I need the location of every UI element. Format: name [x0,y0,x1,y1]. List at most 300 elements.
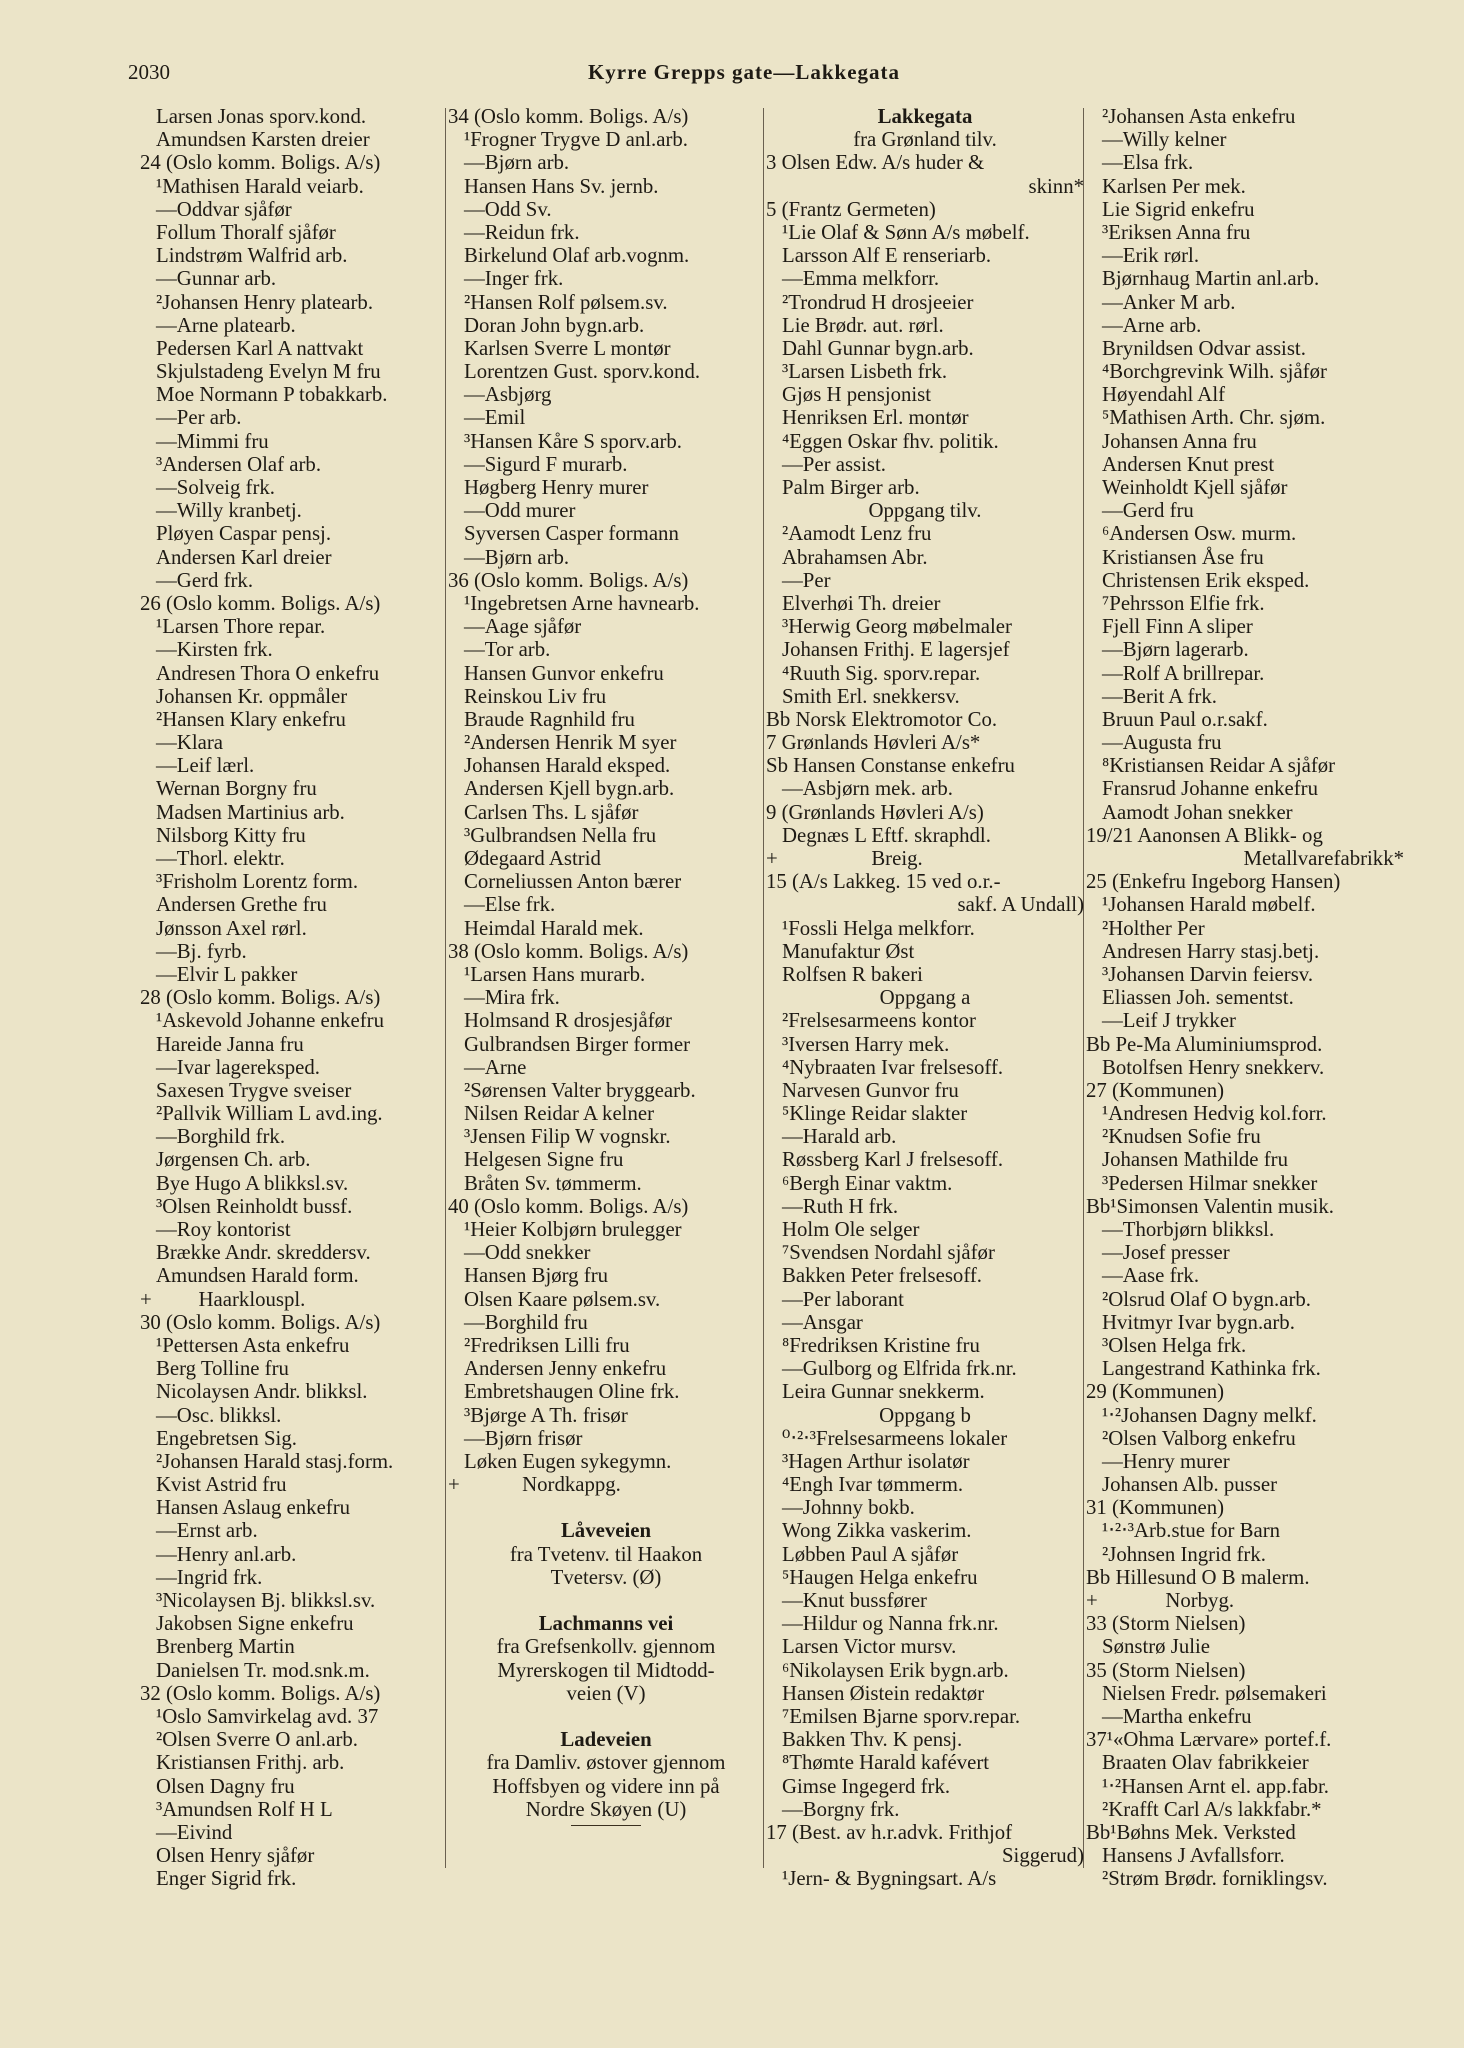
resident-entry: —Mira frk. [464,986,560,1010]
building-number-line: 9 (Grønlands Høvleri A/s) [766,800,984,824]
resident-entry: —Gunnar arb. [156,267,277,291]
resident-entry: ¹Lie Olaf & Sønn A/s møbelf. [782,220,1030,244]
resident-entry: ²Sørensen Valter bryggearb. [464,1078,696,1102]
building-number-line: 30 (Oslo komm. Boligs. A/s) [140,1310,381,1334]
resident-entry: Syversen Casper formann [464,522,679,546]
resident-entry: —Emil [464,406,526,430]
street-heading: Låveveien [560,1519,652,1543]
resident-entry: —Osc. blikksl. [156,1403,282,1427]
resident-entry: Braude Ragnhild fru [464,707,635,731]
resident-entry: Andersen Knut prest [1102,452,1275,476]
resident-entry: ²Trondrud H drosjeeier [782,290,974,314]
resident-entry: Henriksen Erl. montør [782,406,969,430]
resident-entry: —Arne [464,1055,527,1079]
resident-entry: ²Holther Per [1102,916,1205,940]
resident-entry: —Erik rørl. [1102,244,1200,268]
resident-entry: Fransrud Johanne enkefru [1102,777,1318,801]
resident-entry: ²Johansen Asta enkefru [1102,105,1296,128]
section-end-rule [571,1825,641,1826]
resident-entry: Birkelund Olaf arb.vognm. [464,244,690,268]
building-number-line: 32 (Oslo komm. Boligs. A/s) [140,1681,381,1705]
resident-entry: Karlsen Sverre L montør [464,336,671,360]
resident-entry: ³Olsen Helga frk. [1102,1333,1247,1357]
resident-entry: —Per arb. [156,406,242,430]
section-spacer [448,1589,764,1612]
building-number-line: 15 (A/s Lakkeg. 15 ved o.r.- [766,870,1001,894]
building-number-line: Bb Pe-Ma Aluminiumsprod. [1086,1032,1323,1056]
resident-entry: ⁶Nikolaysen Erik bygn.arb. [782,1658,1009,1682]
resident-entry: —Bjørn lagerarb. [1102,638,1249,662]
building-number-line: Bb¹Bøhns Mek. Verksted [1086,1820,1296,1844]
resident-entry: Sønstrø Julie [1102,1635,1211,1659]
resident-entry: Skjulstadeng Evelyn M fru [156,360,381,384]
building-number-line: Bb Norsk Elektromotor Co. [766,707,998,731]
resident-entry: ⁸Kristiansen Reidar A sjåfør [1102,754,1336,778]
resident-entry: ²Andersen Henrik M syer [464,731,677,755]
resident-entry: Degnæs L Eftf. skraphdl. [782,823,991,847]
resident-entry: Hareide Janna fru [156,1032,304,1056]
resident-entry: Larsen Jonas sporv.kond. [156,105,367,128]
resident-entry: —Sigurd F murarb. [464,452,628,476]
building-number-line: Bb Hillesund O B malerm. [1086,1565,1310,1589]
street-description: Nordre Skøyen (U) [525,1797,687,1821]
resident-entry: ³Eriksen Anna fru [1102,220,1251,244]
building-number-line: 27 (Kommunen) [1086,1078,1225,1102]
resident-entry: —Bjørn arb. [464,151,570,175]
resident-entry: —Martha enkefru [1102,1704,1252,1728]
resident-entry: ²Fredriksen Lilli fru [464,1333,630,1357]
page-number: 2030 [128,60,170,84]
resident-entry: Nielsen Fredr. pølsemakeri [1102,1681,1327,1705]
resident-entry: ³Pedersen Hilmar snekker [1102,1171,1318,1195]
resident-entry: Hansens J Avfallsforr. [1102,1844,1285,1868]
street-description: fra Damliv. østover gjennom [486,1751,726,1775]
resident-entry: —Anker M arb. [1102,290,1236,314]
directory-column-4 [1086,105,1404,1890]
resident-entry: Christensen Erik eksped. [1102,568,1310,592]
resident-entry: Bjørnhaug Martin anl.arb. [1102,267,1320,291]
resident-entry: Lindstrøm Walfrid arb. [156,244,348,268]
resident-entry: ⁷Emilsen Bjarne sporv.repar. [782,1704,1021,1728]
resident-entry: ²Johansen Henry platearb. [156,290,374,314]
resident-entry: —Leif lærl. [156,754,255,778]
resident-entry: Helgesen Signe fru [464,1148,624,1172]
resident-entry: —Bjørn arb. [464,545,570,569]
street-description: fra Grønland tilv. [853,128,997,152]
resident-entry: Pedersen Karl A nattvakt [156,336,364,360]
resident-entry: —Klara [156,731,223,755]
resident-entry: —Leif J trykker [1102,1009,1236,1033]
resident-entry: ¹Ingebretsen Arne havnearb. [464,591,700,615]
resident-entry: Aamodt Johan snekker [1102,800,1293,824]
resident-entry: Carlsen Ths. L sjåfør [464,800,639,824]
resident-entry: Gimse Ingegerd frk. [782,1774,951,1798]
resident-entry: —Ingrid frk. [156,1565,263,1589]
resident-entry: Leira Gunnar snekkerm. [782,1380,985,1404]
resident-entry: Hansen Gunvor enkefru [464,661,664,685]
resident-entry: ¹Fossli Helga melkforr. [782,916,975,940]
resident-entry: ⁶Andersen Osw. murm. [1102,522,1297,546]
building-number-line: + Haarklouspl. [140,1287,306,1311]
resident-entry: —Per assist. [782,452,886,476]
resident-entry: Nicolaysen Andr. blikksl. [156,1380,368,1404]
resident-entry: Kristiansen Frithj. arb. [156,1751,345,1775]
resident-entry: ²Strøm Brødr. forniklingsv. [1102,1867,1328,1891]
building-number-line: 38 (Oslo komm. Boligs. A/s) [448,939,689,963]
resident-entry: ¹Johansen Harald møbelf. [1102,893,1316,917]
street-description: Tvetersv. (Ø) [550,1565,662,1589]
resident-entry: Manufaktur Øst [782,939,915,963]
resident-entry: ⁵Mathisen Arth. Chr. sjøm. [1102,406,1326,430]
resident-entry: —Tor arb. [464,638,551,662]
building-number-line: + Nordkappg. [448,1473,621,1497]
resident-entry: —Mimmi fru [156,429,269,453]
resident-entry: ³Frisholm Lorentz form. [156,870,359,894]
resident-entry: Narvesen Gunvor fru [782,1078,959,1102]
resident-entry: Bye Hugo A blikksl.sv. [156,1171,349,1195]
resident-entry: ¹Heier Kolbjørn brulegger [464,1218,682,1241]
resident-entry: —Borghild fru [464,1310,588,1334]
resident-entry: Heimdal Harald mek. [464,916,644,940]
resident-entry: Andersen Grethe fru [156,893,327,917]
resident-entry: Johansen Mathilde fru [1102,1148,1288,1172]
resident-entry: ¹Oslo Samvirkelag avd. 37 [156,1704,379,1728]
building-number-line: 28 (Oslo komm. Boligs. A/s) [140,986,381,1010]
resident-entry: —Henry anl.arb. [156,1542,297,1566]
resident-entry: Engebretsen Sig. [156,1426,297,1450]
street-heading: Ladeveien [560,1728,652,1752]
resident-entry: Abrahamsen Abr. [782,545,928,569]
resident-entry: ⁴Nybraaten Ivar frelsesoff. [782,1055,1004,1079]
resident-entry: ³Andersen Olaf arb. [156,452,322,476]
building-number-line: 29 (Kommunen) [1086,1380,1225,1404]
resident-entry: —Borghild frk. [156,1125,286,1149]
building-number-line: 31 (Kommunen) [1086,1496,1225,1520]
resident-entry: Johansen Anna fru [1102,429,1257,453]
resident-entry: Holm Ole selger [782,1218,920,1241]
resident-entry: —Solveig frk. [156,476,275,499]
page-header [128,60,1360,94]
entry-continuation: sakf. A Undall) [957,893,1084,917]
resident-entry: Langestrand Kathinka frk. [1102,1357,1321,1381]
directory-column-2 [448,105,764,1832]
resident-entry: —Harald arb. [782,1125,897,1149]
resident-entry: ³Amundsen Rolf H L [156,1797,333,1821]
resident-entry: Gjøs H pensjonist [782,383,932,407]
resident-entry: ⁸Fredriksen Kristine fru [782,1333,980,1357]
street-description: Hoffsbyen og videre inn på [492,1774,720,1798]
resident-entry: Botolfsen Henry snekkerv. [1102,1055,1325,1079]
resident-entry: Johansen Harald eksped. [464,754,671,778]
resident-entry: Hansen Bjørg fru [464,1264,609,1288]
resident-entry: —Elvir L pakker [156,962,298,986]
resident-entry: ³Bjørge A Th. frisør [464,1403,628,1427]
street-description: veien (V) [566,1681,646,1705]
resident-entry: Brynildsen Odvar assist. [1102,336,1306,360]
resident-entry: ²Johnsen Ingrid frk. [1102,1542,1266,1566]
building-number-line: 19/21 Aanonsen A Blikk- og [1086,823,1323,847]
resident-entry: Jakobsen Signe enkefru [156,1612,354,1636]
building-number-line: 40 (Oslo komm. Boligs. A/s) [448,1194,689,1218]
resident-entry: ⁵Haugen Helga enkefru [782,1565,978,1589]
resident-entry: Andresen Harry stasj.betj. [1102,939,1320,963]
resident-entry: ³Herwig Georg møbelmaler [782,615,1012,639]
resident-entry: —Per laborant [782,1287,904,1311]
resident-entry: Dahl Gunnar bygn.arb. [782,336,974,360]
resident-entry: —Odd murer [464,499,576,523]
resident-entry: —Thorbjørn blikksl. [1102,1218,1275,1241]
resident-entry: —Odd Sv. [464,197,552,221]
entry-continuation: Siggerud) [1001,1844,1084,1868]
street-heading: Lachmanns vei [538,1612,674,1636]
resident-entry: Bruun Paul o.r.sakf. [1102,707,1268,731]
resident-entry: Ødegaard Astrid [464,847,601,870]
resident-entry: ³Jensen Filip W vognskr. [464,1125,671,1149]
resident-entry: Palm Birger arb. [782,476,920,499]
resident-entry: Brække Andr. skreddersv. [156,1241,371,1265]
resident-entry: ³Nicolaysen Bj. blikksl.sv. [156,1589,376,1612]
resident-entry: Olsen Kaare pølsem.sv. [464,1287,661,1311]
resident-entry: —Gulborg og Elfrida frk.nr. [782,1357,1017,1381]
resident-entry: ³Larsen Lisbeth frk. [782,360,948,384]
resident-entry: —Ernst arb. [156,1519,258,1543]
resident-entry: ⁰‧²‧³Frelsesarmeens lokaler [782,1426,1008,1450]
resident-entry: —Berit A frk. [1102,684,1217,708]
building-number-line: 34 (Oslo komm. Boligs. A/s) [448,105,689,128]
resident-entry: Reinskou Liv fru [464,684,607,708]
resident-entry: ³Iversen Harry mek. [782,1032,950,1056]
resident-entry: Høgberg Henry murer [464,476,649,499]
resident-entry: ⁶Bergh Einar vaktm. [782,1171,953,1195]
directory-column-1 [140,105,445,1890]
resident-entry: Andersen Jenny enkefru [464,1357,667,1381]
building-number-line: 36 (Oslo komm. Boligs. A/s) [448,568,689,592]
resident-entry: ²Hansen Klary enkefru [156,707,346,731]
resident-entry: Larsson Alf E renseriarb. [782,244,992,268]
resident-entry: Smith Erl. snekkersv. [782,684,960,708]
resident-entry: —Elsa frk. [1102,151,1194,175]
resident-entry: Olsen Dagny fru [156,1774,295,1798]
resident-entry: Andersen Karl dreier [156,545,332,569]
column-divider [445,108,446,1868]
building-number-line: + Breig. [766,847,923,870]
resident-entry: Nilsborg Kitty fru [156,823,306,847]
resident-entry: —Else frk. [464,893,556,917]
resident-entry: Amundsen Karsten dreier [156,128,370,152]
resident-entry: Madsen Martinius arb. [156,800,345,824]
street-description: Oppgang b [879,1403,971,1427]
building-number-line: 26 (Oslo komm. Boligs. A/s) [140,591,381,615]
resident-entry: Høyendahl Alf [1102,383,1226,407]
resident-entry: Kvist Astrid fru [156,1473,287,1497]
resident-entry: Lie Sigrid enkefru [1102,197,1255,221]
resident-entry: —Aase frk. [1102,1264,1200,1288]
resident-entry: Hvitmyr Ivar bygn.arb. [1102,1310,1295,1334]
resident-entry: Hansen Aslaug enkefru [156,1496,351,1520]
resident-entry: —Aage sjåfør [464,615,582,639]
resident-entry: Lorentzen Gust. sporv.kond. [464,360,701,384]
resident-entry: —Borgny frk. [782,1797,900,1821]
resident-entry: Gulbrandsen Birger former [464,1032,691,1056]
resident-entry: ⁷Svendsen Nordahl sjåfør [782,1241,995,1265]
resident-entry: —Gerd fru [1102,499,1194,523]
resident-entry: ¹‧²Hansen Arnt el. app.fabr. [1102,1774,1329,1798]
resident-entry: ⁴Eggen Oskar fhv. politik. [782,429,999,453]
section-spacer [448,1705,764,1728]
resident-entry: —Johnny bokb. [782,1496,915,1520]
resident-entry: —Augusta fru [1102,731,1222,755]
resident-entry: —Inger frk. [464,267,564,291]
resident-entry: Hansen Hans Sv. jernb. [464,174,659,198]
resident-entry: Andresen Thora O enkefru [156,661,380,685]
resident-entry: —Emma melkforr. [782,267,940,291]
resident-entry: Johansen Kr. oppmåler [156,684,348,708]
resident-entry: ³Olsen Reinholdt bussf. [156,1194,353,1218]
resident-entry: ⁸Thømte Harald kafévert [782,1751,990,1775]
resident-entry: —Kirsten frk. [156,638,273,662]
building-number-line: + Norbyg. [1086,1589,1235,1612]
building-number-line: 35 (Storm Nielsen) [1086,1658,1246,1682]
resident-entry: ²Hansen Rolf pølsem.sv. [464,290,668,314]
resident-entry: Løbben Paul A sjåfør [782,1542,959,1566]
street-description: Oppgang a [879,986,971,1010]
resident-entry: Andersen Kjell bygn.arb. [464,777,675,801]
resident-entry: ³Hagen Arthur isolatør [782,1449,970,1473]
resident-entry: —Roy kontorist [156,1218,291,1241]
resident-entry: Amundsen Harald form. [156,1264,359,1288]
resident-entry: Bakken Peter frelsesoff. [782,1264,983,1288]
resident-entry: Johansen Alb. pusser [1102,1473,1278,1497]
resident-entry: Embretshaugen Oline frk. [464,1380,680,1404]
resident-entry: Nilsen Reidar A kelner [464,1102,655,1126]
resident-entry: Enger Sigrid frk. [156,1867,297,1891]
resident-entry: ²Krafft Carl A/s lakkfabr.* [1102,1797,1322,1821]
resident-entry: ²Olsrud Olaf O bygn.arb. [1102,1287,1311,1311]
resident-entry: Kristiansen Åse fru [1102,545,1264,569]
section-spacer [448,1496,764,1519]
resident-entry: —Thorl. elektr. [156,847,285,870]
resident-entry: Bråten Sv. tømmerm. [464,1171,642,1195]
resident-entry: —Odd snekker [464,1241,591,1265]
resident-entry: Weinholdt Kjell sjåfør [1102,476,1288,499]
resident-entry: ¹Frogner Trygve D anl.arb. [464,128,689,152]
resident-entry: —Bjørn frisør [464,1426,583,1450]
resident-entry: Moe Normann P tobakkarb. [156,383,388,407]
resident-entry: —Ansgar [782,1310,863,1334]
resident-entry: ¹‧²Johansen Dagny melkf. [1102,1403,1317,1427]
street-description: Oppgang tilv. [868,499,982,523]
resident-entry: Karlsen Per mek. [1102,174,1246,198]
resident-entry: ¹Larsen Hans murarb. [464,962,646,986]
resident-entry: —Asbjørn mek. arb. [782,777,953,801]
resident-entry: Follum Thoralf sjåfør [156,220,336,244]
resident-entry: —Oddvar sjåfør [156,197,292,221]
resident-entry: —Asbjørg [464,383,552,407]
resident-entry: Jørgensen Ch. arb. [156,1148,311,1172]
resident-entry: ⁷Pehrsson Elfie frk. [1102,591,1265,615]
building-number-line: Bb¹Simonsen Valentin musik. [1086,1194,1334,1218]
resident-entry: —Gerd frk. [156,568,254,592]
resident-entry: ⁴Ruuth Sig. sporv.repar. [782,661,981,685]
resident-entry: Elverhøi Th. dreier [782,591,941,615]
building-number-line: 24 (Oslo komm. Boligs. A/s) [140,151,381,175]
entry-continuation: Metallvarefabrikk* [1243,847,1404,870]
street-description: fra Tvetenv. til Haakon [509,1542,703,1566]
resident-entry: ⁴Borchgrevink Wilh. sjåfør [1102,360,1327,384]
resident-entry: Olsen Henry sjåfør [156,1844,315,1868]
resident-entry: Jønsson Axel rørl. [156,916,307,940]
resident-entry: —Eivind [156,1820,233,1844]
resident-entry: Holmsand R drosjesjåfør [464,1009,672,1033]
building-number-line: 5 (Frantz Germeten) [766,197,936,221]
resident-entry: ¹Pettersen Asta enkefru [156,1333,350,1357]
resident-entry: —Rolf A brillrepar. [1102,661,1265,685]
resident-entry: ²Johansen Harald stasj.form. [156,1449,394,1473]
resident-entry: Saxesen Trygve sveiser [156,1078,352,1102]
resident-entry: ³Johansen Darvin feiersv. [1102,962,1314,986]
building-number-line: 25 (Enkefru Ingeborg Hansen) [1086,870,1341,894]
resident-entry: ¹Larsen Thore repar. [156,615,326,639]
resident-entry: ²Knudsen Sofie fru [1102,1125,1261,1149]
resident-entry: ⁵Klinge Reidar slakter [782,1102,968,1126]
resident-entry: —Henry murer [1102,1449,1230,1473]
resident-entry: ²Olsen Sverre O anl.arb. [156,1728,359,1752]
street-description: Myrerskogen til Midtodd- [497,1658,715,1682]
resident-entry: —Knut bussfører [782,1589,927,1612]
building-number-line: 7 Grønlands Høvleri A/s* [766,731,981,755]
resident-entry: ²Frelsesarmeens kontor [782,1009,976,1033]
street-heading: Lakkegata [877,105,973,128]
resident-entry: Løken Eugen sykegymn. [464,1449,672,1473]
resident-entry: ¹Jern- & Bygningsart. A/s [782,1867,997,1891]
resident-entry: Bakken Thv. K pensj. [782,1728,963,1752]
resident-entry: ³Gulbrandsen Nella fru [464,823,657,847]
directory-column-3 [766,105,1084,1890]
resident-entry: ¹Mathisen Harald veiarb. [156,174,364,198]
resident-entry: Berg Tolline fru [156,1357,289,1381]
resident-entry: Rolfsen R bakeri [782,962,923,986]
resident-entry: ¹‧²‧³Arb.stue for Barn [1102,1519,1281,1543]
resident-entry: ²Aamodt Lenz fru [782,522,932,546]
building-number-line: Sb Hansen Constanse enkefru [766,754,1015,778]
resident-entry: —Arne arb. [1102,313,1202,337]
resident-entry: Pløyen Caspar pensj. [156,522,332,546]
resident-entry: —Ivar lagereksped. [156,1055,320,1079]
page-title: Kyrre Grepps gate—Lakkegata [587,60,901,84]
building-number-line: 17 (Best. av h.r.advk. Frithjof [766,1820,1013,1844]
resident-entry: —Per [782,568,831,592]
resident-entry: —Arne platearb. [156,313,296,337]
resident-entry: ³Hansen Kåre S sporv.arb. [464,429,682,453]
resident-entry: Braaten Olav fabrikkeier [1102,1751,1309,1775]
resident-entry: —Willy kranbetj. [156,499,302,523]
resident-entry: ¹Askevold Johanne enkefru [156,1009,385,1033]
resident-entry: Wernan Borgny fru [156,777,317,801]
resident-entry: Brenberg Martin [156,1635,295,1659]
resident-entry: Johansen Frithj. E lagersjef [782,638,1010,662]
resident-entry: —Ruth H frk. [782,1194,899,1218]
resident-entry: —Hildur og Nanna frk.nr. [782,1612,999,1636]
resident-entry: ²Olsen Valborg enkefru [1102,1426,1296,1450]
resident-entry: —Bj. fyrb. [156,939,247,963]
resident-entry: Corneliussen Anton bærer [464,870,682,894]
street-description: fra Grefsenkollv. gjennom [496,1635,716,1659]
resident-entry: —Willy kelner [1102,128,1227,152]
resident-entry: —Reidun frk. [464,220,580,244]
building-number-line: 3 Olsen Edw. A/s huder & [766,151,985,175]
resident-entry: Hansen Øistein redaktør [782,1681,985,1705]
resident-entry: Danielsen Tr. mod.snk.m. [156,1658,370,1682]
